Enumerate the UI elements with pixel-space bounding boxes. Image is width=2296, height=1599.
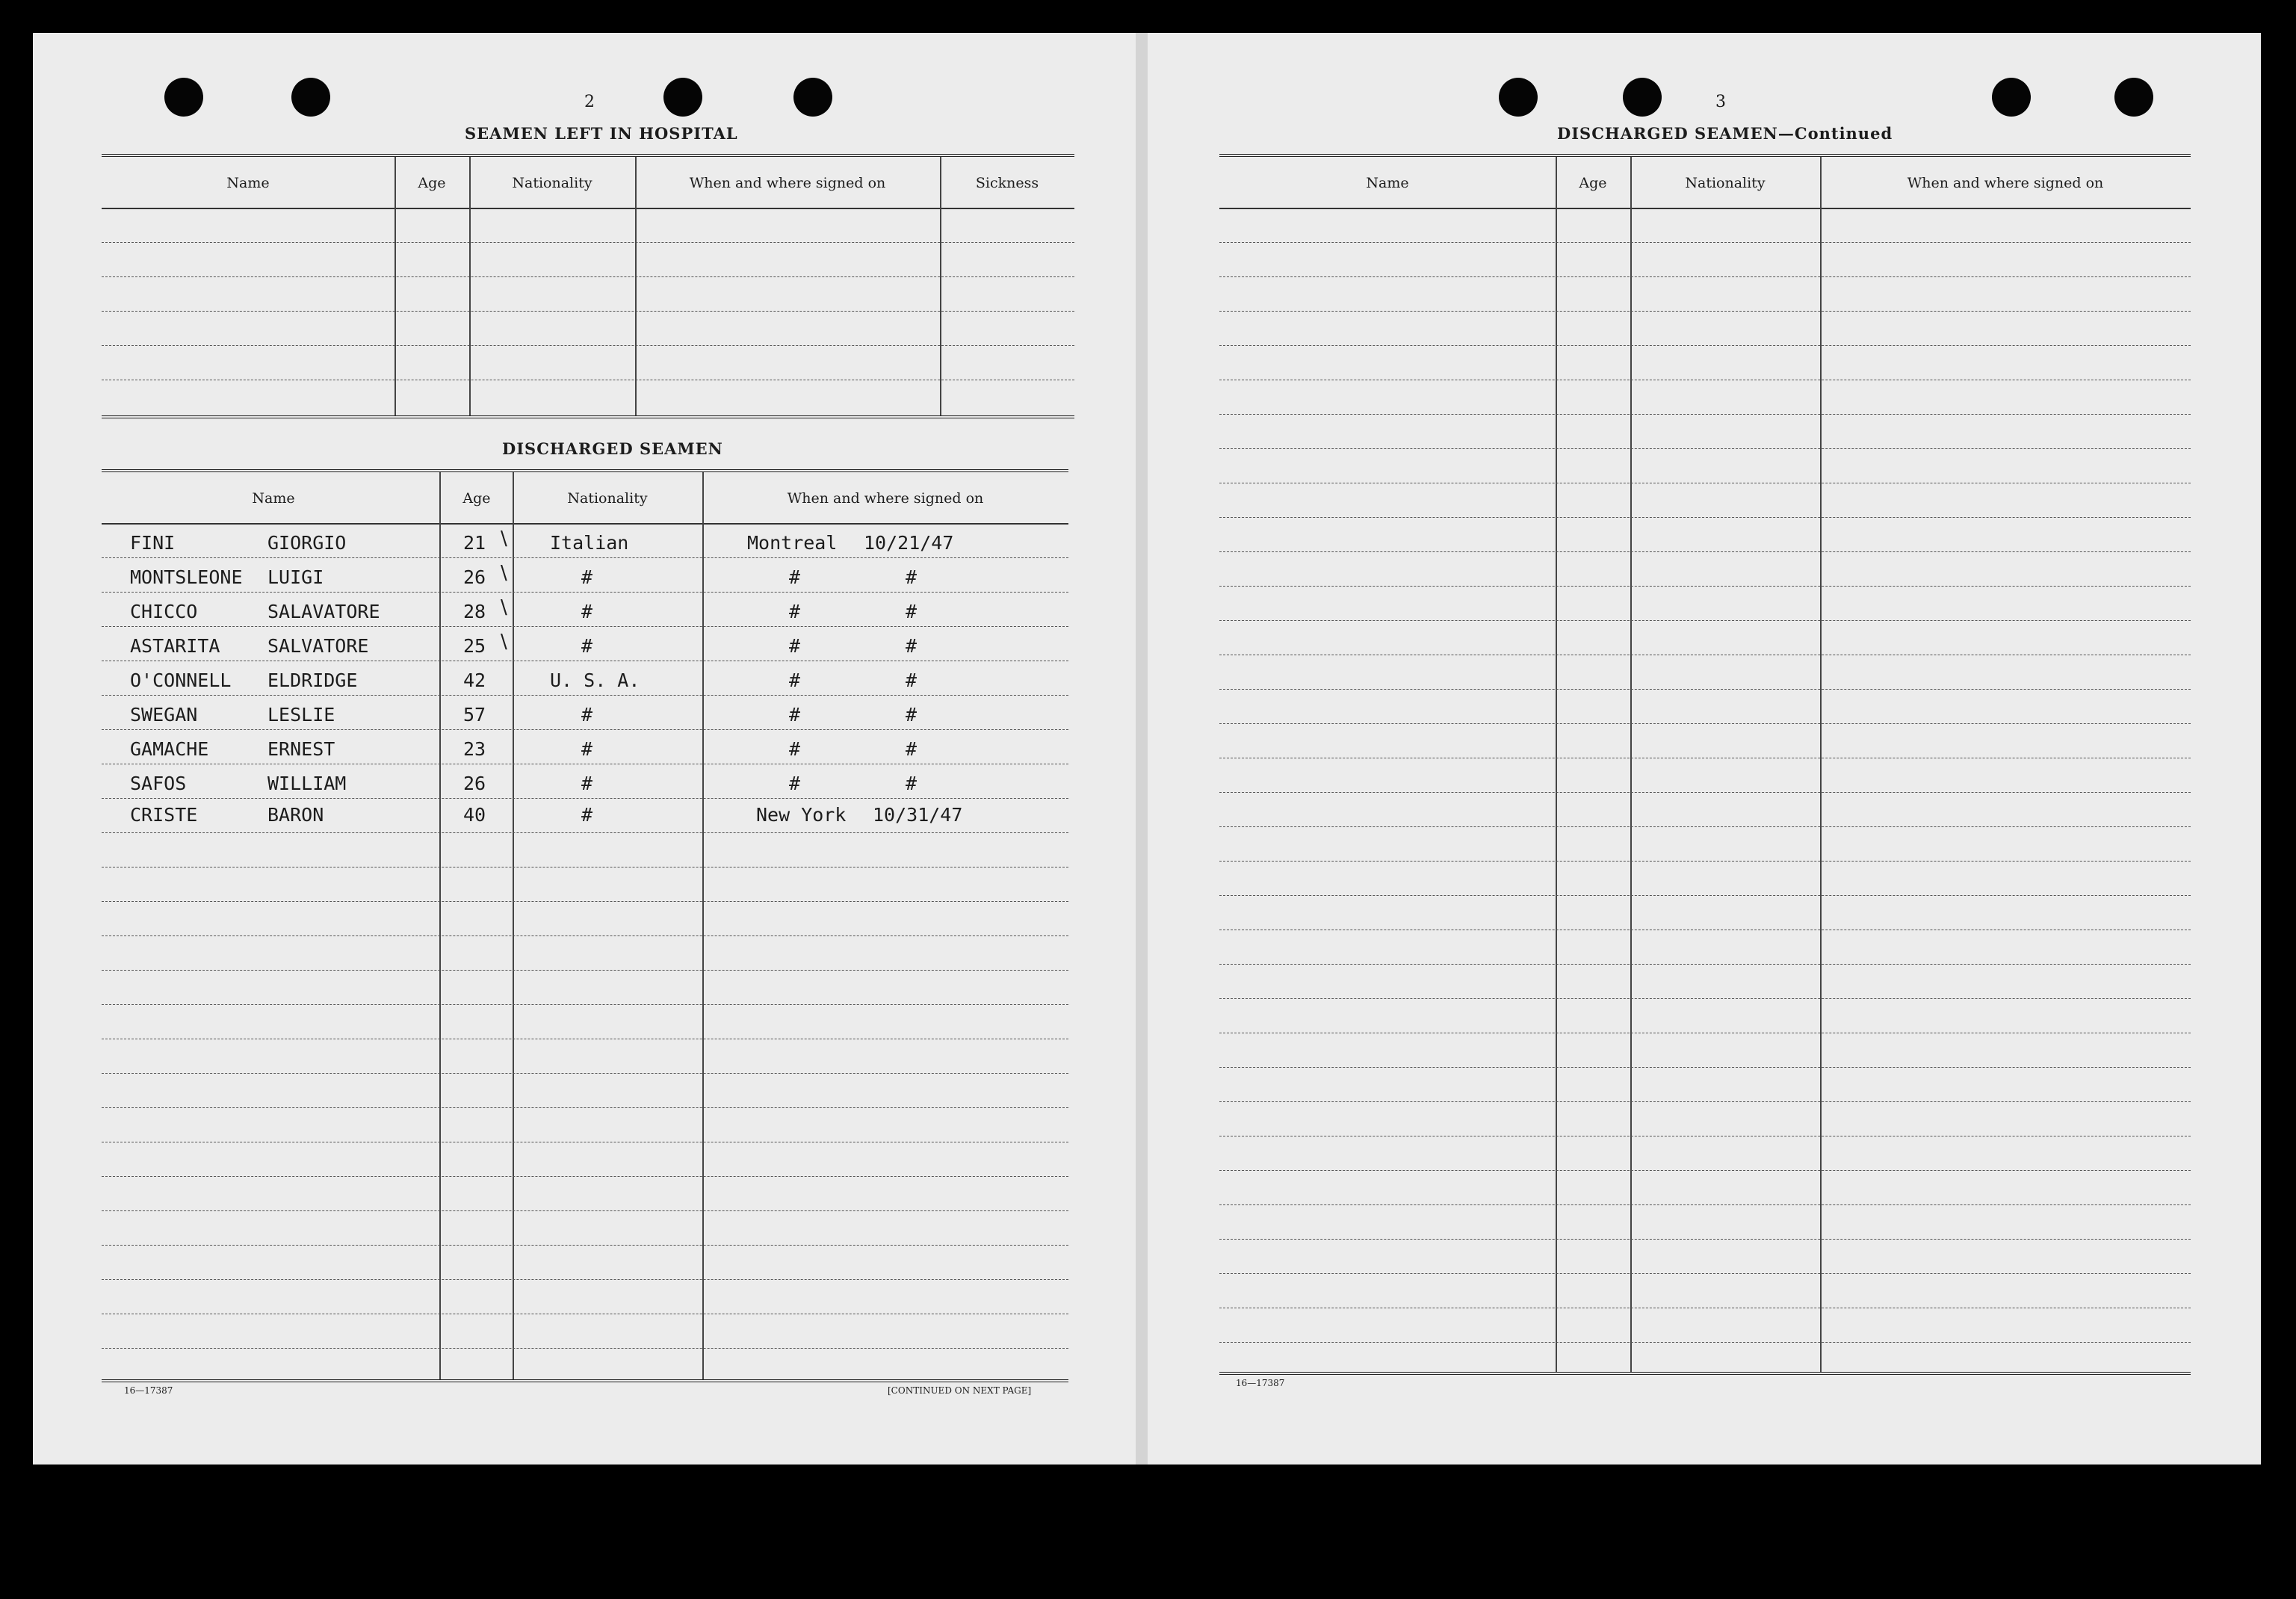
given-name: SALVATORE [267,635,369,657]
table-row [102,832,1068,867]
punch-hole [164,78,203,117]
hospital-section-title: SEAMEN LEFT IN HOSPITAL [465,124,738,143]
column-header: Nationality [512,175,592,191]
surname: O'CONNELL [130,669,232,691]
table-row [1219,311,2191,346]
age: 42 [463,669,486,691]
age: 25 [463,635,486,657]
hospital-table [102,154,1074,418]
signed-on-place: # [789,773,801,794]
table-row [1219,1136,2191,1171]
table-row [102,1176,1068,1211]
surname: ASTARITA [130,635,220,657]
punch-hole [1992,78,2031,117]
table-row [1219,826,2191,862]
table-row [1219,792,2191,827]
table-row [1219,1067,2191,1102]
table-row [1219,1033,2191,1068]
discharged-table [102,469,1068,1382]
signed-on-date: # [906,566,918,588]
check-mark: \ [501,596,507,619]
nationality: Italian [550,532,629,554]
signed-on-date: # [906,669,918,691]
nationality: # [581,773,593,794]
seaman-entry [102,666,1068,699]
signed-on-date: # [906,738,918,760]
column-header: Age [418,175,446,191]
table-row [1219,551,2191,587]
table-row [102,1279,1068,1314]
table-row [102,1142,1068,1177]
column-header: Sickness [975,175,1039,191]
age: 26 [463,566,486,588]
table-row [102,345,1074,380]
table-row [102,1004,1068,1039]
signed-on-date: # [906,635,918,657]
continued-note: [CONTINUED ON NEXT PAGE] [888,1385,1032,1396]
signed-on-place: # [789,738,801,760]
table-row [1219,861,2191,896]
age: 26 [463,773,486,794]
seaman-entry [102,770,1068,802]
given-name: WILLIAM [267,773,347,794]
age: 40 [463,804,486,826]
signed-on-place: # [789,601,801,622]
signed-on-place: # [789,669,801,691]
signed-on-date: # [906,773,918,794]
table-row [1219,483,2191,518]
table-row [1219,345,2191,380]
form-number: 16—17387 [1236,1378,1285,1388]
signed-on-date: # [906,601,918,622]
table-row [1219,655,2191,690]
table-row [102,1073,1068,1108]
surname: SWEGAN [130,704,198,726]
table-row [102,1210,1068,1246]
age: 23 [463,738,486,760]
table-row [1219,1239,2191,1274]
signed-on-place: # [789,704,801,726]
seaman-entry [102,801,1068,834]
table-row [1219,1273,2191,1308]
column-header: Name [252,490,295,507]
punch-hole [2114,78,2153,117]
nationality: U. S. A. [550,669,640,691]
table-row [102,1245,1068,1280]
table-row [1219,1308,2191,1343]
given-name: ERNEST [267,738,335,760]
column-header: Name [1366,175,1409,191]
surname: SAFOS [130,773,187,794]
table-row [102,901,1068,936]
column-header: When and where signed on [1907,175,2104,191]
surname: CHICCO [130,601,198,622]
table-row [102,935,1068,971]
given-name: LESLIE [267,704,335,726]
seaman-entry [102,735,1068,768]
table-row [1219,1101,2191,1136]
given-name: BARON [267,804,324,826]
check-mark: \ [501,562,507,584]
column-header: Nationality [567,490,648,507]
table-row [1219,276,2191,312]
given-name: GIORGIO [267,532,347,554]
table-row [1219,1204,2191,1240]
table-row [1219,448,2191,483]
punch-hole [1623,78,1662,117]
signed-on-place: # [789,566,801,588]
surname: FINI [130,532,176,554]
column-header: Age [1579,175,1607,191]
seaman-entry [102,632,1068,665]
surname: CRISTE [130,804,198,826]
punch-hole [1499,78,1538,117]
table-row [1219,964,2191,999]
signed-on-place: # [789,635,801,657]
column-header: Age [462,490,491,507]
table-row [1219,895,2191,930]
signed-on-date: 10/21/47 [864,532,954,554]
page-fold [1136,33,1148,1465]
discharged-section-title: DISCHARGED SEAMEN [502,439,723,458]
given-name: SALAVATORE [267,601,380,622]
table-row [102,1039,1068,1074]
table-row [1219,517,2191,552]
punch-hole [793,78,832,117]
table-row [102,1107,1068,1142]
form-number: 16—17387 [124,1385,173,1396]
table-row [1219,242,2191,277]
nationality: # [581,635,593,657]
table-row [1219,208,2191,243]
signed-on-place: Montreal [747,532,838,554]
age: 28 [463,601,486,622]
table-row [102,208,1074,243]
table-row [1219,723,2191,758]
page-number: 3 [1715,93,1726,111]
table-row [1219,414,2191,449]
table-row [1219,758,2191,793]
surname: GAMACHE [130,738,209,760]
seaman-entry [102,529,1068,562]
table-row [1219,586,2191,621]
table-row [102,1314,1068,1349]
table-row [102,867,1068,902]
table-row [1219,380,2191,415]
discharged-continued-table [1219,154,2191,1375]
nationality: # [581,566,593,588]
nationality: # [581,601,593,622]
column-header: When and where signed on [787,490,984,507]
table-row [102,311,1074,346]
signed-on-place: New York [756,804,847,826]
table-row [1219,620,2191,655]
check-mark: \ [501,631,507,653]
punch-hole [663,78,702,117]
column-header: When and where signed on [689,175,886,191]
nationality: # [581,704,593,726]
check-mark: \ [501,528,507,550]
table-row [102,276,1074,312]
punch-hole [291,78,330,117]
table-row [1219,930,2191,965]
seaman-entry [102,598,1068,631]
surname: MONTSLEONE [130,566,243,588]
nationality: # [581,738,593,760]
column-header: Name [226,175,270,191]
age: 57 [463,704,486,726]
table-row [102,242,1074,277]
table-row [1219,1170,2191,1205]
nationality: # [581,804,593,826]
given-name: LUIGI [267,566,324,588]
seaman-entry [102,563,1068,596]
age: 21 [463,532,486,554]
continued-section-title: DISCHARGED SEAMEN—Continued [1557,124,1893,143]
signed-on-date: # [906,704,918,726]
given-name: ELDRIDGE [267,669,358,691]
seaman-entry [102,701,1068,734]
column-header: Nationality [1685,175,1766,191]
table-row [1219,689,2191,724]
table-row [1219,998,2191,1033]
table-row [102,970,1068,1005]
signed-on-date: 10/31/47 [873,804,963,826]
page-number: 2 [584,93,595,111]
